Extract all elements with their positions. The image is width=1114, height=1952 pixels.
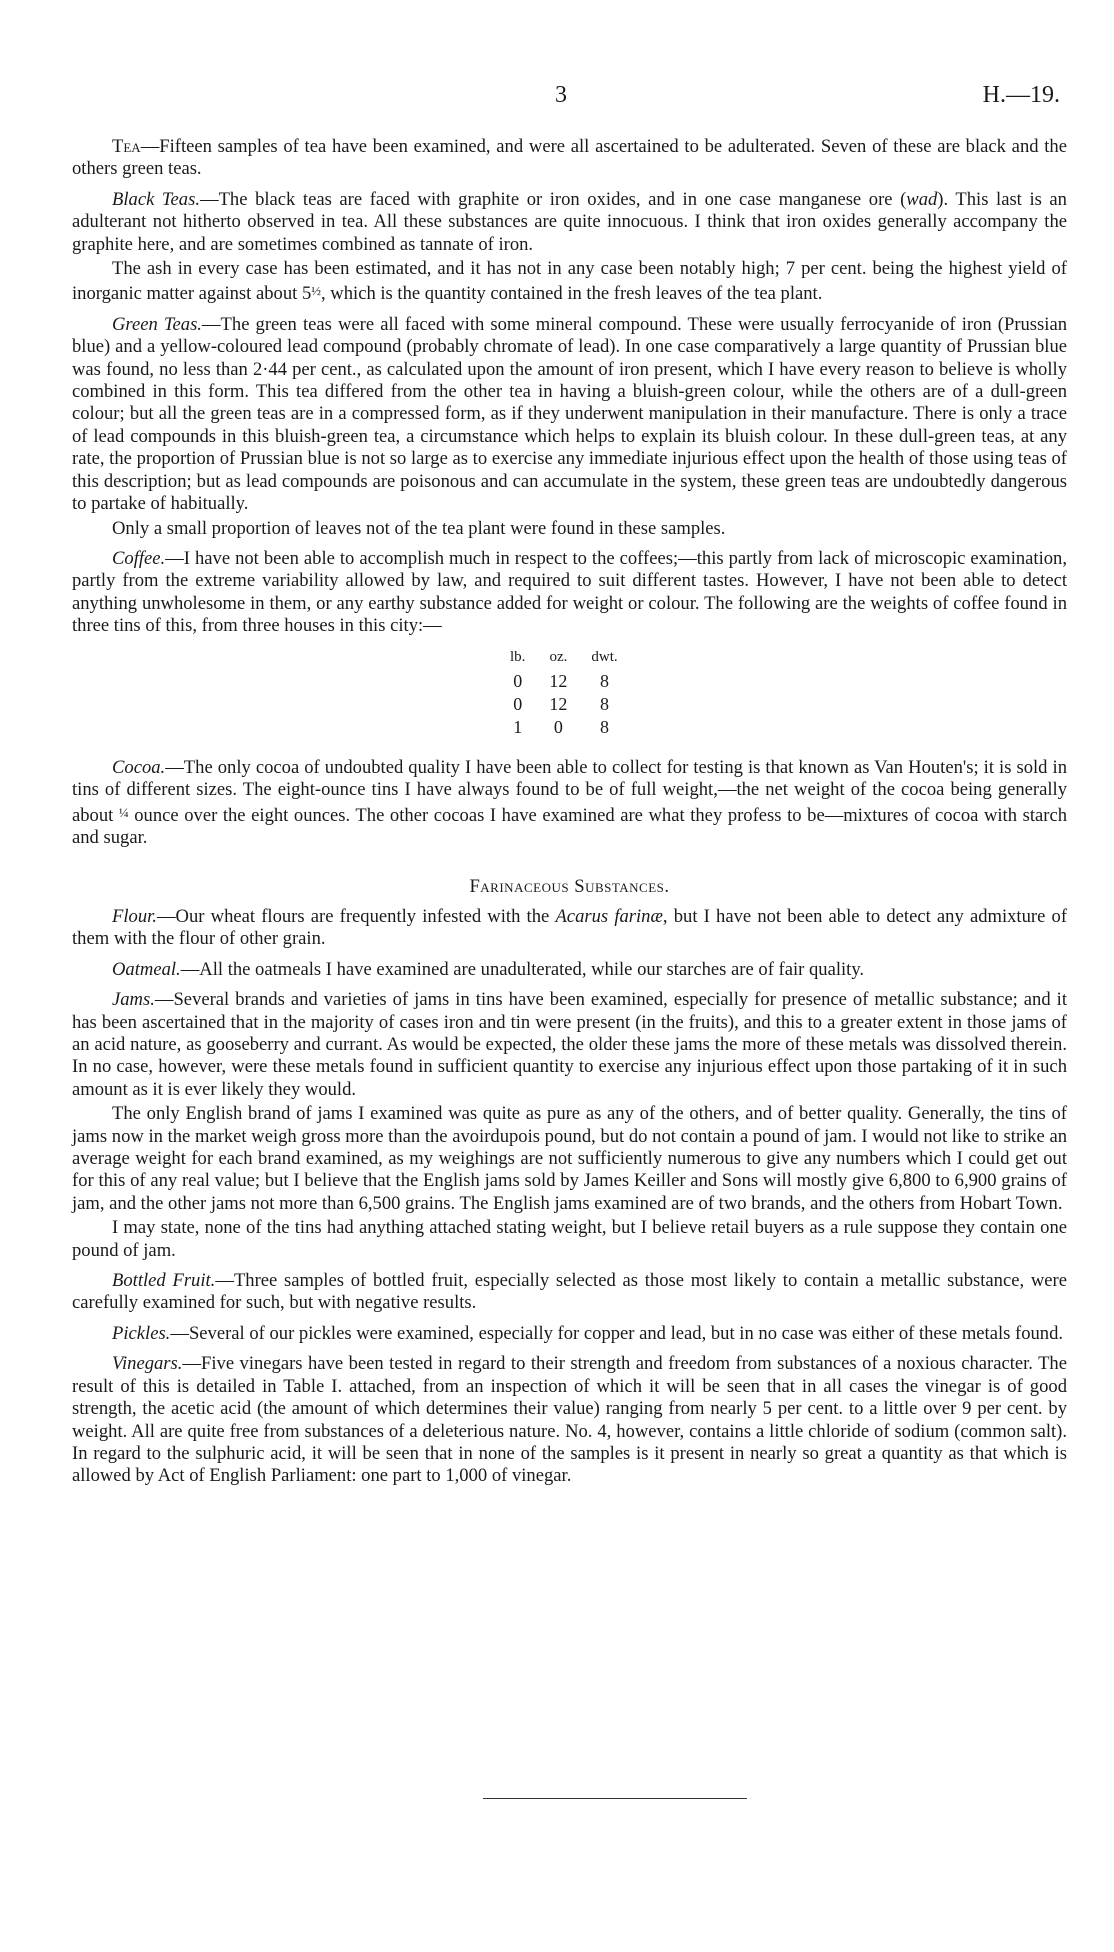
english-jams-paragraph: The only English brand of jams I examined was quite as pure as any of the others, and of better quality. Generally, the tins of jams now in the market weigh gross more than the avoirdupois pound, but do not contain a pound of jam. I would not like to strike an average weight for each brand examined, as my weighings are not sufficiently numerous to give any numbers which I could get out for this of any real value; but I believe that the English jams sold by James Keiller and Sons will mostly give 6,800 to 6,900 grains of jam, and the other jams not more than 6,500 grains. The English jams examined are of two brands, and the others from Hobart Town. [72, 1103, 1067, 1214]
leaves-paragraph: Only a small proportion of leaves not of the tea plant were found in these samples. [112, 517, 726, 539]
bottled-fruit-label: Bottled Fruit. [112, 1270, 216, 1292]
oatmeal-paragraph: Oatmeal.—All the oatmeals I have examined are unadulterated, while our starches are of fair quality. [112, 958, 865, 980]
flour-paragraph: Flour.—Our wheat flours are frequently infested with the Acarus farinæ, but I have not been able to detect any admixture of them with the flour of other grain. [72, 905, 1068, 950]
jams-label: Jams. [112, 989, 155, 1011]
cocoa-label: Cocoa. [112, 756, 166, 778]
pickles-label: Pickles. [112, 1322, 171, 1344]
col-header-dwt: dwt. [591, 648, 618, 665]
green-teas-paragraph: Green Teas.—The green teas were all faced with some mineral compound. These were usually ferrocyanide of iron (Prussian blue) and a yellow-coloured lead compound (probably chromate of lead). In one case comparatively a large quantity of Prussian blue was found, no less than 2·44 per cent., as calculated upon the amount of iron present, which I have every reason to believe is wholly combined in this form. This tea differed from the other tea in having a bluish-green colour, while the others are of a dull-green colour; but all the green teas are in a compressed form, as if they underwent manipulation in their manufacture. There is only a trace of lead compounds in this bluish-green tea, a circumstance which helps to explain its bluish colour. In these dull-green teas, at any rate, the proportion of Prussian blue is not so large as to exercise any immediate injurious effect upon the health of those using teas of this description; but as lead compounds are poisonous and can accumulate in the system, these green teas are undoubtedly dangerous to partake of habitually. [72, 313, 1067, 515]
green-teas-label: Green Teas. [112, 313, 202, 335]
pickles-paragraph: Pickles.—Several of our pickles were examined, especially for copper and lead, but in no case was either of these metals found. [112, 1322, 1064, 1344]
ash-paragraph: The ash in every case has been estimated, and it has not in any case been notably high; 7 per cent. being the highest yield of inorganic matter against about $5^{\frac{1}{2}}$, which is the quantity contained in the fresh leaves of the tea plant. [72, 258, 1067, 305]
jam-weight-paragraph: I may state, none of the tins had anything attached stating weight, but I believe retail buyers as a rule suppose they contain one pound of jam. [72, 1217, 1067, 1261]
col-header-lb: lb. [510, 648, 526, 665]
oatmeal-label: Oatmeal. [112, 958, 181, 980]
tea-paragraph: Tea—Fifteen samples of tea have been examined, and were all ascertained to be adulterated. Seven of these are black and the others green teas. [72, 136, 1067, 180]
end-rule [483, 1798, 747, 1799]
bottled-fruit-paragraph: Bottled Fruit.—Three samples of bottled fruit, especially selected as those most likely to contain a metallic substance, were carefully examined for such, but with negative results. [72, 1270, 1067, 1314]
col-header-oz: oz. [549, 648, 568, 665]
page-number: 3 [555, 82, 567, 108]
flour-label: Flour. [112, 905, 157, 927]
vinegars-label: Vinegars. [112, 1353, 183, 1375]
coffee-paragraph: Coffee.—I have not been able to accomplish much in respect to the coffees;—this partly from lack of microscopic examination, partly from the extreme variability allowed by law, and required to suit different tastes. However, I have not been able to detect anything unwholesome in them, or any earthy substance added for weight or colour. The following are the weights of coffee found in three tins of this, from three houses in this city:— [72, 547, 1067, 637]
tea-label: Tea [112, 136, 141, 157]
black-teas-paragraph: Black Teas.—The black teas are faced with graphite or iron oxides, and in one case manganese ore (wad). This last is an adulterant not hitherto observed in tea. All these substances are quite innocuous. I think that iron oxides generally accompany the graphite here, and are sometimes combined as tannate of iron. [72, 188, 1067, 255]
jams-paragraph: Jams.—Several brands and varieties of jams in tins have been examined, especially for presence of metallic substance; and it has been ascertained that in the majority of cases iron and tin were present (in the fruits), and this to a greater extent in those jams of an acid nature, as gooseberry and currant. As would be expected, the older these jams the more of these metals was dissolved therein. In no case, however, were these metals found in sufficient quantity to exercise any injurious effect upon those partaking of it in such amount as it is ever likely they would. [72, 989, 1067, 1100]
document-body [72, 136, 1067, 1488]
document-reference: H.—19. [982, 82, 1060, 108]
table-row: 0 12 8 [513, 670, 610, 691]
vinegars-paragraph: Vinegars.—Five vinegars have been tested in regard to their strength and freedom from substances of a noxious character. The result of this is detailed in Table I. attached, from an inspection of which it will be seen that in all cases the vinegar is of good strength, the acetic acid (the amount of which determines their value) ranging from nearly 5 per cent. to a little over 9 per cent. by weight. All are quite free from substances of a deleterious nature. No. 4, however, contains a little chloride of sodium (common salt). In regard to the sulphuric acid, it will be seen that in none of the samples is it present in nearly so great a quantity as that which is allowed by Act of English Parliament: one part to 1,000 of vinegar. [72, 1353, 1067, 1487]
cocoa-paragraph: Cocoa.—The only cocoa of undoubted quality I have been able to collect for testing is that known as Van Houten's; it is sold in tins of different sizes. The eight-ounce tins I have always found to be of full weight,—the net weight of the cocoa being generally about $^{\frac{1}{4}}$ ounce over the eight ounces. The other cocoas I have examined are what they profess to be—mixtures of cocoa with starch and sugar. [72, 756, 1067, 849]
coffee-weights-table [498, 646, 630, 739]
table-row: 1 0 8 [513, 716, 610, 737]
farinaceous-heading: Farinaceous Substances. [469, 875, 670, 897]
coffee-label: Coffee. [112, 547, 166, 569]
table-row: 0 12 8 [513, 693, 610, 714]
page-header [0, 82, 1114, 112]
black-teas-label: Black Teas. [112, 188, 200, 210]
